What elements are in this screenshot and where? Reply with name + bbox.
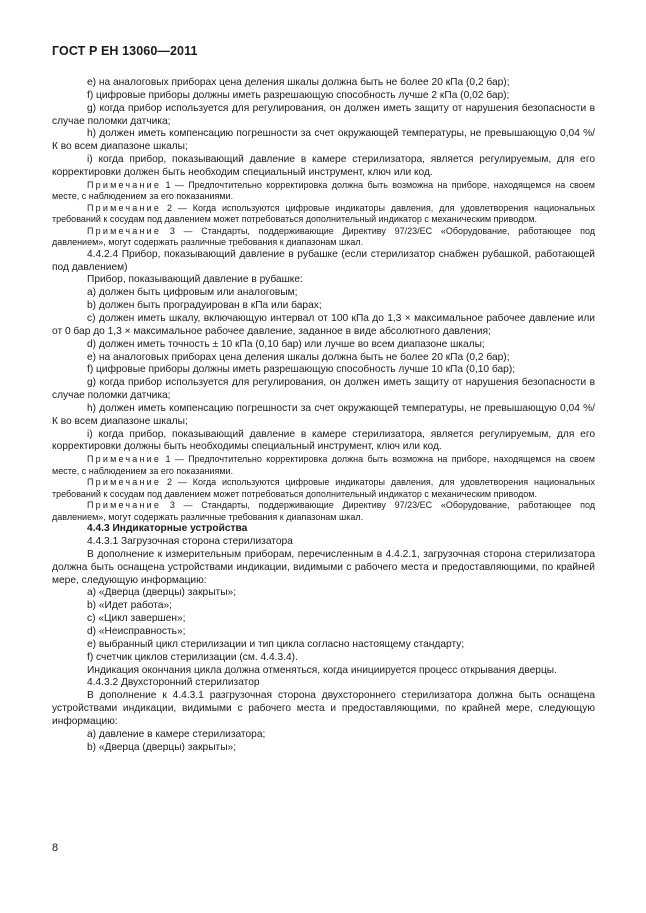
body-paragraph: d) «Неисправность»; [87,626,186,637]
body-paragraph: 4.4.3.2 Двухсторонний стерилизатор [87,677,260,689]
body-paragraph: 4.4.3.1 Загрузочная сторона стерилизатора [87,536,293,548]
body-paragraph: i) когда прибор, показывающий давление в камере стерилизатора, является регулируемым, для его корректировки должны быть необходимы специальный инструмент, ключ или код. [52,428,595,453]
note-label: Примечание [87,500,162,511]
body-paragraph: В дополнение к измерительным приборам, перечисленным в 4.4.2.1, загрузочная сторона стерилизатора должна быть оснащена устройствами индикации, видимыми с рабочего места и предоставляющими, по крайней мере, следующую информацию: [52,548,595,586]
document-body [52,77,595,754]
note-paragraph [52,500,595,523]
body-paragraph: а) «Дверца (дверцы) закрыты»; [87,587,237,599]
body-paragraph: а) давление в камере стерилизатора; [87,728,266,740]
body-paragraph: h) должен иметь компенсацию погрешности за счет окружающей температуры, не превышающую 0,04 %/К во всем диапазоне шкалы; [52,128,595,153]
body-paragraph: d) должен иметь точность ± 10 кПа (0,10 бар) или лучше во всем диапазоне шкалы; [87,338,485,350]
body-paragraph: а) должен быть цифровым или аналоговым; [87,287,298,299]
body-paragraph: Индикация окончания цикла должна отменяться, когда инициируется процесс открывания дверцы. [87,664,557,676]
body-paragraph: f) счетчик циклов стерилизации (см. 4.4.3.4). [87,651,298,663]
body-paragraph: е) на аналоговых приборах цена деления шкалы должна быть не более 20 кПа (0,2 бар); [87,77,510,88]
body-paragraph: g) когда прибор используется для регулирования, он должен иметь защиту от нарушения безопасности в случае поломки датчика; [52,377,595,402]
body-paragraph: с) должен иметь шкалу, включающую интервал от 100 кПа до 1,3 × максимальное рабочее давление или от 0 бар до 1,3 × максимальное рабочее давление, заданное в виде абсолютного давления; [52,312,595,337]
body-paragraph: В дополнение к 4.4.3.1 разгрузочная сторона двухстороннего стерилизатора должна быть оснащена устройствами индикации, видимыми с рабочего места и предоставляющими, по крайней мере, следующую информацию: [52,690,595,727]
note-paragraph [52,180,595,203]
body-paragraph: е) выбранный цикл стерилизации и тип цикла согласно настоящему стандарту; [87,638,465,650]
body-paragraph: b) должен быть проградуирован в кПа или барах; [87,300,322,312]
page-number: 8 [52,842,59,854]
section-heading: 4.4.3 Индикаторные устройства [87,523,248,535]
note-label: Примечание [87,202,162,213]
note-text: 2 — Когда используются цифровые индикаторы давления, для удовлетворения национальных требований к сосудам под давлением может потребоваться дополнительный индикатор с механическим приводом. [52,477,595,499]
page-header: ГОСТ Р ЕН 13060—2011 [52,44,198,58]
note-text: 3 — Стандарты, поддерживающие Директиву 97/23/ЕС «Оборудование, работающее под давлением», могут содержать различные требования к диапазонам шкал. [52,225,595,248]
note-paragraph [52,477,595,500]
note-text: 3 — Стандарты, поддерживающие Директиву 97/23/ЕС «Оборудование, работающее под давлением», могут содержать различные требования к диапазонам шкал. [52,500,595,522]
body-paragraph: f) цифровые приборы должны иметь разрешающую способность лучше 2 кПа (0,02 бар); [87,89,510,101]
note-paragraph [52,203,595,226]
note-text: 2 — Когда используются цифровые индикаторы давления, для удовлетворения национальных требований к сосудам под давлением может потребоваться дополнительный индикатор с механическим приводом. [52,202,595,225]
note-paragraph [52,226,595,249]
body-paragraph: 4.4.2.4 Прибор, показывающий давление в рубашке (если стерилизатор снабжен рубашкой, работающей под давлением) [52,248,595,273]
body-paragraph: с) «Цикл завершен»; [87,613,186,625]
note-label: Примечание [87,225,162,236]
body-paragraph: h) должен иметь компенсацию погрешности за счет окружающей температуры, не превышающую 0,04 %/К во всем диапазоне шкалы; [52,402,595,427]
note-label: Примечание [87,454,162,465]
body-paragraph: е) на аналоговых приборах цена деления шкалы должна быть не более 20 кПа (0,2 бар); [87,351,510,363]
note-text: 1 — Предпочтительно корректировка должна быть возможна на приборе, находящемся на своем месте, с наблюдением за его показаниями. [52,454,595,476]
note-label: Примечание [87,477,162,488]
body-paragraph: Прибор, показывающий давление в рубашке: [87,274,303,286]
body-paragraph: b) «Идет работа»; [87,600,172,612]
note-text: 1 — Предпочтительно корректировка должна быть возможна на приборе, находящемся на своем месте, с наблюдением за его показаниями. [52,179,595,202]
note-paragraph [52,454,595,477]
note-label: Примечание [87,179,162,190]
body-paragraph: b) «Дверца (дверцы) закрыты»; [87,741,237,753]
body-paragraph: f) цифровые приборы должны иметь разрешающую способность лучше 10 кПа (0,10 бар); [87,364,516,376]
body-paragraph: g) когда прибор используется для регулирования, он должен иметь защиту от нарушения безопасности в случае поломки датчика; [52,102,595,127]
body-paragraph: i) когда прибор, показывающий давление в камере стерилизатора, является регулируемым, для его корректировки должен быть необходим специальный инструмент, ключ или код. [52,154,595,178]
